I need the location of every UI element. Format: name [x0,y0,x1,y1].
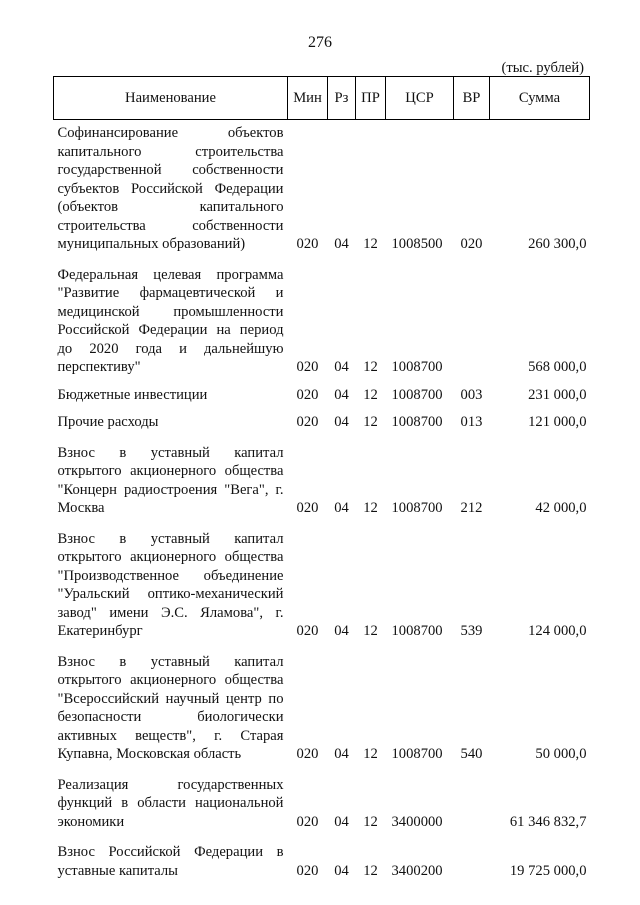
row-pr: 12 [363,386,378,403]
column-header-sum: Сумма [490,77,590,120]
row-csr: 1008700 [391,414,443,430]
row-name: Взнос Российской Федерации в уставные капиталы [57,844,284,879]
page-number: 276 [308,34,332,51]
row-vr: 013 [460,414,483,430]
row-min: 020 [296,500,319,516]
column-header-pr: ПР [356,77,386,120]
row-sum: 50 000,0 [535,746,587,762]
row-sum: 124 000,0 [528,623,587,639]
row-name: Прочие расходы [57,414,159,430]
row-min: 020 [296,359,319,375]
table-row [54,432,590,518]
row-name: Софинансирование объектов капитального строительства государственной собственности субъектов Российской Федерации (объектов капитального строительства собственности муниципальных образований) [57,125,284,252]
row-vr: 539 [460,623,483,639]
row-rz: 04 [334,862,349,879]
row-vr: 003 [460,386,483,403]
row-pr: 12 [363,623,378,639]
row-min: 020 [296,623,319,639]
budget-table [53,76,590,880]
row-rz: 04 [334,813,349,830]
row-rz: 04 [334,236,349,252]
table-row [54,120,590,254]
row-pr: 12 [363,236,378,252]
row-vr [454,764,490,832]
column-header-csr: ЦСР [386,77,454,120]
row-sum: 42 000,0 [535,500,587,516]
row-sum: 19 725 000,0 [509,862,587,879]
table-row [54,377,590,405]
row-name: Взнос в уставный капитал открытого акционерного общества "Всероссийский научный центр по безопасности биологически активных веществ", г. Старая Купавна, Московская область [57,653,284,762]
row-vr: 212 [460,500,483,516]
row-sum: 121 000,0 [528,414,587,430]
row-sum: 231 000,0 [528,386,587,403]
column-header-rz: Рз [328,77,356,120]
row-pr: 12 [363,813,378,830]
row-name: Взнос в уставный капитал открытого акционерного общества "Производственное объединение "Уральский оптико-механический завод" имени Э.С. Яламова", г. Екатеринбург [57,530,284,639]
row-vr [454,831,490,880]
row-min: 020 [296,813,319,830]
row-pr: 12 [363,500,378,516]
row-sum: 260 300,0 [528,236,587,252]
row-vr [454,254,490,377]
row-min: 020 [296,236,319,252]
row-rz: 04 [334,623,349,639]
row-pr: 12 [363,746,378,762]
units-label: (тыс. рублей) [501,60,584,76]
row-csr: 1008500 [391,236,443,252]
row-csr: 1008700 [391,746,443,762]
row-sum: 568 000,0 [528,359,587,375]
table-row [54,764,590,832]
row-sum: 61 346 832,7 [509,813,587,830]
table-row [54,641,590,764]
row-rz: 04 [334,359,349,375]
row-rz: 04 [334,386,349,403]
row-min: 020 [296,746,319,762]
row-min: 020 [296,386,319,403]
row-pr: 12 [363,359,378,375]
row-name: Взнос в уставный капитал открытого акционерного общества "Концерн радиостроения "Вега", г. Москва [57,444,284,516]
table-header-row [54,77,590,120]
row-csr: 1008700 [391,359,443,375]
row-name: Реализация государственных функций в области национальной экономики [57,776,284,830]
table-row [54,831,590,880]
column-header-vr: ВР [454,77,490,120]
row-csr: 1008700 [391,386,443,403]
row-csr: 1008700 [391,500,443,516]
row-csr: 1008700 [391,623,443,639]
table-row [54,518,590,641]
row-name: Федеральная целевая программа "Развитие фармацевтической и медицинской промышленности Российской Федерации на период до 2020 года и дальнейшую перспективу" [57,266,284,375]
row-pr: 12 [363,862,378,879]
row-name: Бюджетные инвестиции [57,386,208,403]
row-rz: 04 [334,746,349,762]
row-min: 020 [296,862,319,879]
table-row [54,404,590,432]
row-min: 020 [296,414,319,430]
row-rz: 04 [334,414,349,430]
column-header-min: Мин [288,77,328,120]
row-csr: 3400200 [391,862,443,879]
row-rz: 04 [334,500,349,516]
row-csr: 3400000 [391,813,443,830]
column-header-name: Наименование [54,77,288,120]
row-pr: 12 [363,414,378,430]
table-row [54,254,590,377]
row-vr: 540 [460,746,483,762]
row-vr: 020 [460,236,483,252]
